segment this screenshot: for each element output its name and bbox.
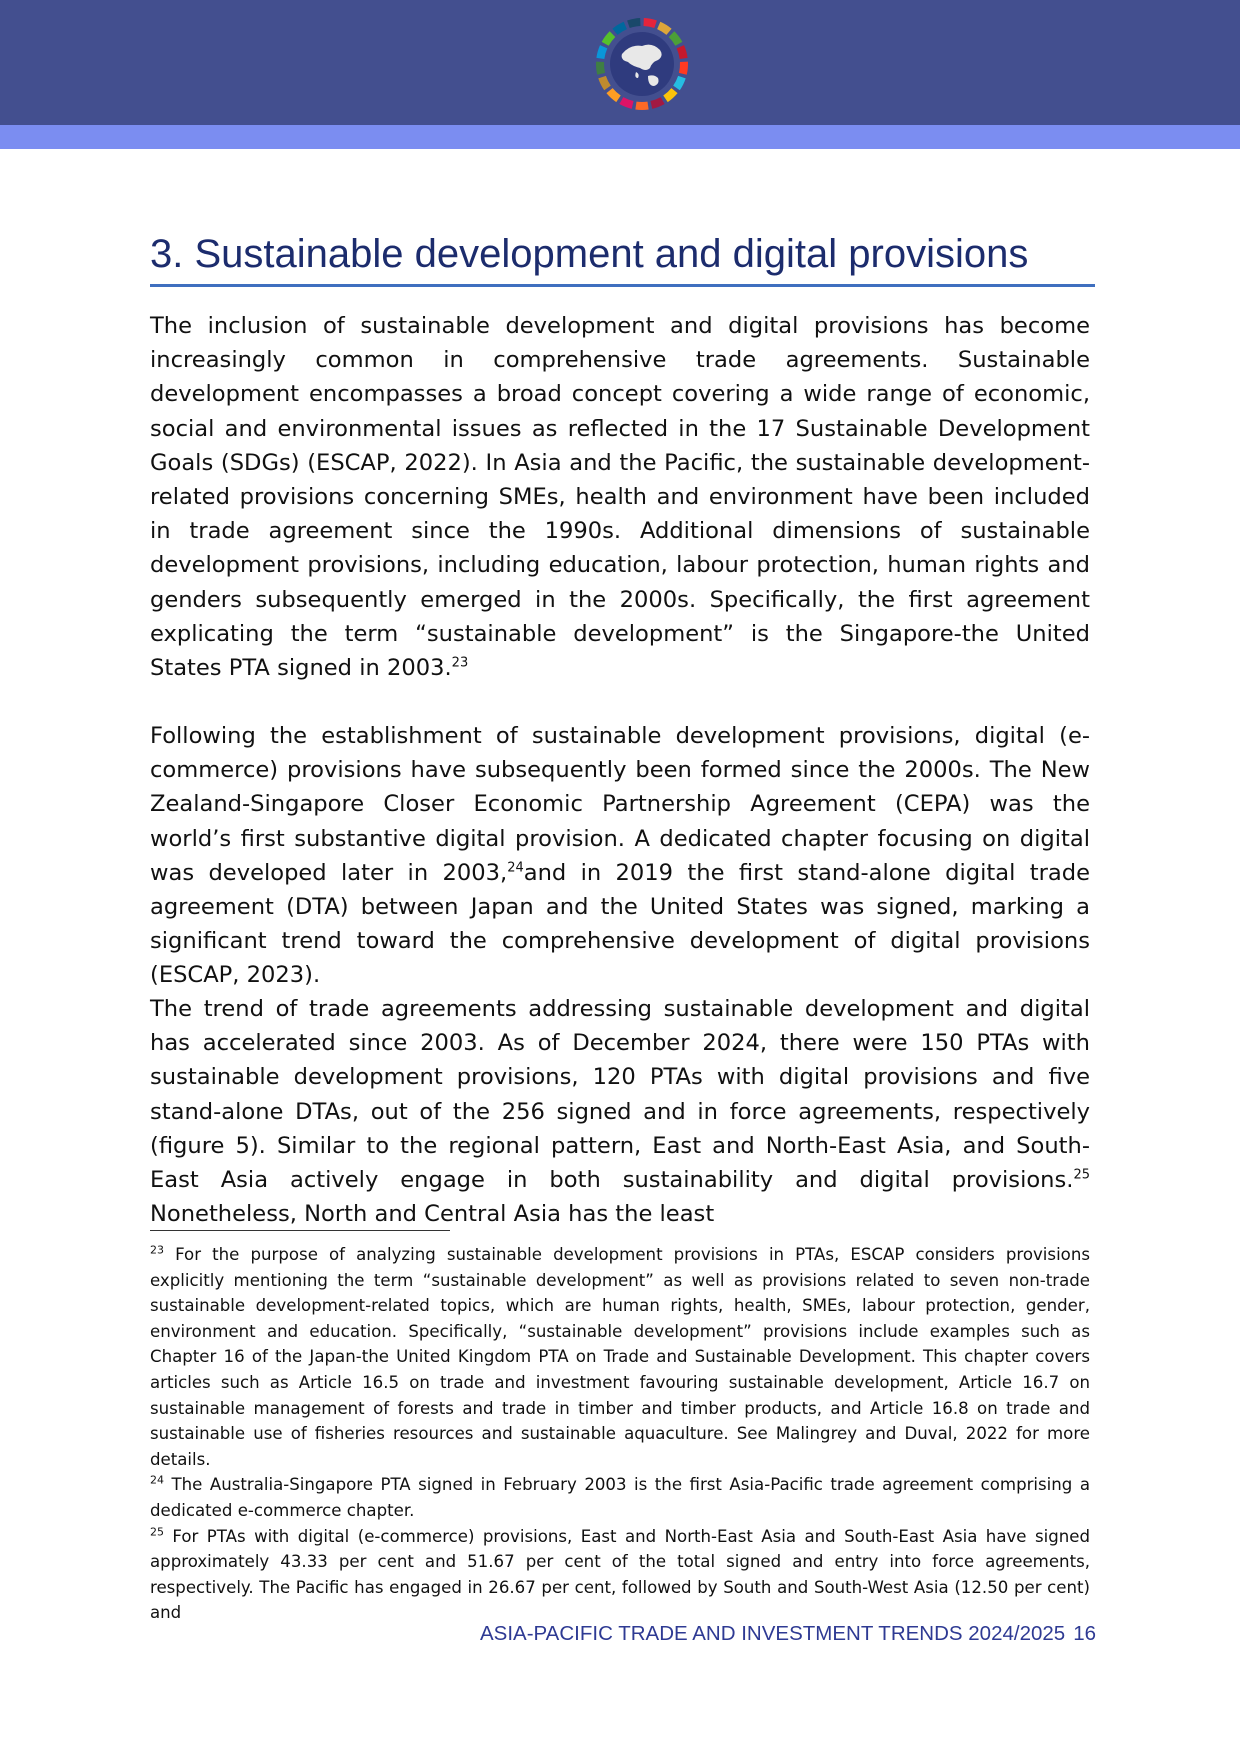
footnote-ref-24[interactable]: 24 bbox=[507, 860, 524, 876]
footnote-number: 23 bbox=[150, 1243, 164, 1257]
section-title bbox=[150, 228, 1095, 287]
paragraph-1 bbox=[150, 309, 1090, 685]
paragraph-3 bbox=[150, 992, 1090, 1231]
footnote-divider bbox=[150, 1230, 450, 1231]
wheel-segment bbox=[659, 25, 669, 31]
wheel-segment bbox=[680, 47, 683, 59]
wheel-segment bbox=[621, 101, 632, 105]
section-number: 3. bbox=[150, 232, 184, 276]
wheel-segment bbox=[602, 77, 607, 88]
footnotes bbox=[150, 1242, 1090, 1626]
wheel-segment bbox=[683, 62, 684, 74]
footnote-23 bbox=[150, 1242, 1090, 1472]
wheel-segment bbox=[605, 34, 612, 44]
footnote-number: 25 bbox=[150, 1525, 164, 1538]
wheel-segment bbox=[628, 22, 640, 24]
paragraph-2 bbox=[150, 719, 1090, 993]
paragraph-text: Following the establishment of sustainable development provisions, digital (e-commerce) provisions have subsequently been formed since the 2000s. The New Zealand-Singapore Closer Economic Partnership Agreement (CEPA) was the world’s first substantive digital provision. A dedicated chapter focusing on digital was developed later in 2003, bbox=[150, 723, 1090, 886]
wheel-segment bbox=[651, 101, 662, 105]
wheel-segment bbox=[600, 62, 601, 74]
paragraph-text: Nonetheless, North and Central Asia has the least bbox=[150, 1201, 715, 1228]
paragraph-text: The trend of trade agreements addressing sustainable development and digital has accelerated since 2003. As of December 2024, there were 150 PTAs with sustainable development provisions, 120 PTAs with digital provisions and five stand-alone DTAs, out of the 256 signed and in force agreements, respectively (figure 5). Similar to the regional pattern, East and North-East Asia, and South-East Asia actively engage in both sustainability and digital provisions. bbox=[150, 996, 1090, 1194]
footnote-text: For the purpose of analyzing sustainable development provisions in PTAs, ESCAP considers provisions explicitly mentioning the term “sustainable development” as well as provisions related to seven non-trade sustainable development-related topics, which are human rights, health, SMEs, labour protection, gender, environment and education. Specifically, “sustainable development” provisions include examples such as Chapter 16 of the Japan-the United Kingdom PTA on Trade and Sustainable Development. This chapter covers articles such as Article 16.5 on trade and investment favouring sustainable development, Article 16.7 on sustainable management of forests and trade in timber and timber products, and Article 16.8 on trade and sustainable use of fisheries resources and sustainable aquaculture. See Malingrey and Duval, 2022 for more details. bbox=[150, 1245, 1090, 1469]
header-stripe bbox=[0, 125, 1240, 149]
paragraph-text: and in 2019 the first stand-alone digital trade agreement (DTA) between Japan and the United States was signed, marking a significant trend toward the comprehensive development of digital provisions (ESCAP, 2023). bbox=[150, 859, 1090, 989]
footnote-24 bbox=[150, 1472, 1090, 1523]
footnote-text: For PTAs with digital (e-commerce) provisions, East and North-East Asia and South-East Asia have signed approximately 43.33 per cent and 51.67 per cent of the total signed and entry into force agreements, respectively. The Pacific has engaged in 26.67 per cent, followed by South and South-West Asia (12.50 per cent) and bbox=[150, 1526, 1090, 1623]
page-number: 16 bbox=[1073, 1622, 1096, 1645]
section-title-text: Sustainable development and digital provisions bbox=[194, 232, 1029, 276]
wheel-segment bbox=[615, 25, 625, 31]
paragraph-text: The inclusion of sustainable development and digital provisions has become increasingly common in comprehensive trade agreements. Sustainable development encompasses a broad concept covering a wide range of economic, social and environmental issues as reflected in the 17 Sustainable Development Goals (SDGs) (ESCAP, 2022). In Asia and the Pacific, the sustainable development-related provisions concerning SMEs, health and environment have been included in trade agreement since the 1990s. Additional dimensions of sustainable development provisions, including education, labour protection, human rights and genders subsequently emerged in the 2000s. Specifically, the first agreement explicating the term “sustainable development” is the Singapore-the United States PTA signed in 2003. bbox=[150, 313, 1090, 682]
wheel-segment bbox=[644, 22, 656, 24]
publication-title: ASIA-PACIFIC TRADE AND INVESTMENT TRENDS 2024/2025 bbox=[479, 1622, 1066, 1645]
footnote-25 bbox=[150, 1524, 1090, 1626]
wheel-segment bbox=[610, 91, 619, 99]
wheel-segment bbox=[600, 47, 603, 59]
footnote-text: The Australia-Singapore PTA signed in February 2003 is the first Asia-Pacific trade agreement comprising a dedicated e-commerce chapter. bbox=[150, 1475, 1090, 1520]
footnote-number: 24 bbox=[150, 1473, 164, 1487]
wheel-segment bbox=[672, 34, 679, 44]
wheel-segment bbox=[677, 77, 682, 88]
footnote-ref-25[interactable]: 25 bbox=[1073, 1167, 1090, 1183]
wheel-segment bbox=[666, 91, 675, 99]
sdg-wheel-logo-icon bbox=[592, 14, 692, 114]
running-footer bbox=[480, 1622, 1096, 1646]
footnote-ref-23[interactable]: 23 bbox=[451, 655, 469, 671]
